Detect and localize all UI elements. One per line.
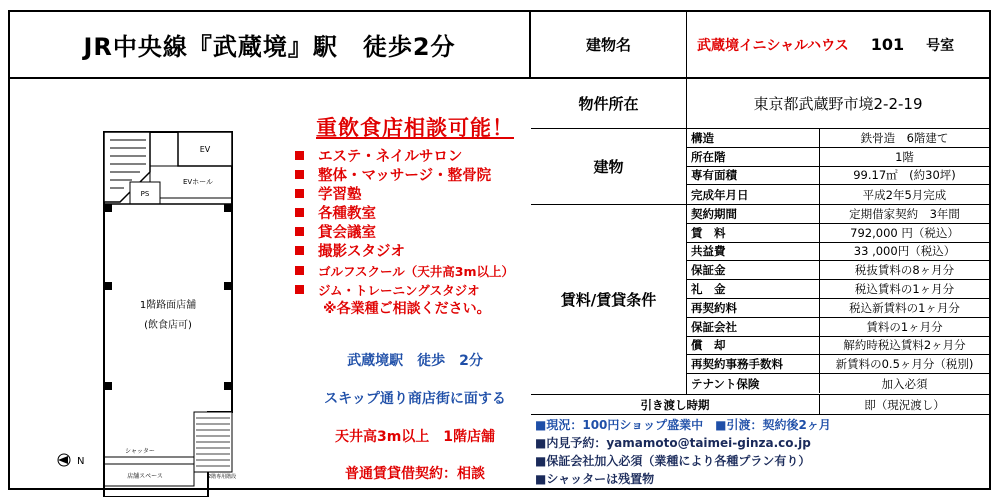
table-row: 所在階 1階	[687, 148, 989, 167]
shop-sub-label: (飲食店可)	[144, 320, 192, 331]
name-label: 建物名	[531, 12, 687, 77]
shutter-label: シャッター	[125, 448, 155, 455]
table-row: 礼 金 税込賃料の1ヶ月分	[687, 280, 989, 299]
street-note: スキップ通り商店街に面する	[324, 391, 506, 407]
property-sheet	[8, 10, 991, 490]
station-walk: 武蔵境駅 徒歩 2分	[347, 353, 483, 369]
handover-value: 即（現況渡し）	[864, 397, 945, 412]
promo-item: 整体・マッサージ・整骨院	[295, 167, 535, 186]
building-label: 建物	[531, 129, 687, 204]
ev-label: EV	[199, 145, 211, 154]
ps-label: PS	[140, 190, 150, 198]
north-arrow-icon	[55, 452, 91, 468]
promo-item: エステ・ネイルサロン	[295, 148, 535, 167]
stairs-label: 2階専用階段	[207, 474, 237, 480]
note-status: ■現況：100円ショップ盛業中 ■引渡：契約後2ヶ月	[535, 418, 831, 432]
building-section	[531, 129, 989, 205]
table-row: 構造 鉄骨造 6階建て	[687, 129, 989, 148]
table-row: 償 却 解約時税込賃料2ヶ月分	[687, 337, 989, 356]
table-row: 賃 料 792,000 円（税込）	[687, 224, 989, 243]
promo-item: 学習塾	[295, 186, 535, 205]
room-number: 101	[870, 35, 905, 54]
handover-row	[531, 395, 989, 414]
table-row: 共益費 33 ,000円（税込）	[687, 243, 989, 262]
ev-hall-label: EVホール	[182, 178, 214, 186]
building-table	[687, 129, 989, 204]
handover-label: 引き渡し時期	[531, 395, 820, 414]
location-row	[531, 79, 989, 129]
terms-label: 賃料/賃貸条件	[531, 205, 687, 394]
note-shutter: ■シャッターは残置物	[535, 472, 655, 486]
promo-item: ジム・トレーニングスタジオ	[295, 281, 535, 300]
svg-text:N: N	[77, 456, 85, 467]
promo-item: 撮影スタジオ	[295, 243, 535, 262]
table-row: 保証金 税抜賃料の8ヶ月分	[687, 261, 989, 280]
table-row: 完成年月日 平成2年5月完成	[687, 185, 989, 204]
table-row: 契約期間 定期借家契約 3年間	[687, 205, 989, 224]
ceiling-note: 天井高3m以上 1階店舗	[334, 429, 496, 445]
table-row: 保証会社 賃料の1ヶ月分	[687, 318, 989, 337]
terms-table	[687, 205, 989, 393]
table-row: テナント保険 加入必須	[687, 374, 989, 393]
station-header: JR中央線『武蔵境』駅 徒歩2分	[10, 12, 531, 79]
promo-item: 各種教室	[295, 205, 535, 224]
terms-section	[531, 205, 989, 395]
floor-plan	[90, 112, 250, 497]
table-row: 再契約料 税込新賃料の1ヶ月分	[687, 299, 989, 318]
property-details	[531, 12, 989, 488]
shop-label: 1階路面店舗	[139, 300, 197, 311]
promo-panel	[295, 112, 535, 319]
promo-item: 貸会議室	[295, 224, 535, 243]
location-label: 物件所在	[531, 79, 687, 128]
note-viewing: ■内見予約：yamamoto@taimei-ginza.co.jp	[535, 436, 811, 450]
promo-note: ※各業種ご相談ください。	[323, 301, 491, 317]
notes-footer	[531, 414, 989, 488]
shop-space-label: 店舗スペース	[127, 473, 163, 480]
location-value: 東京都武蔵野市境2-2-19	[753, 95, 923, 113]
room-suffix: 号室	[926, 37, 955, 54]
table-row: 再契約事務手数料 新賃料の0.5ヶ月分（税別)	[687, 355, 989, 374]
contract-note: 普通賃貸借契約：相談	[345, 466, 485, 482]
building-name: 武蔵境イニシャルハウス	[697, 37, 849, 54]
promo-title: 重飲食店相談可能！	[316, 116, 514, 140]
table-row: 専有面積 99.17㎡ (約30坪)	[687, 167, 989, 186]
building-name-row	[531, 12, 989, 79]
promo-item: ゴルフスクール（天井高3m以上）	[295, 262, 535, 281]
note-guarantor: ■保証会社加入必須（業種により各種プラン有り）	[535, 454, 811, 468]
